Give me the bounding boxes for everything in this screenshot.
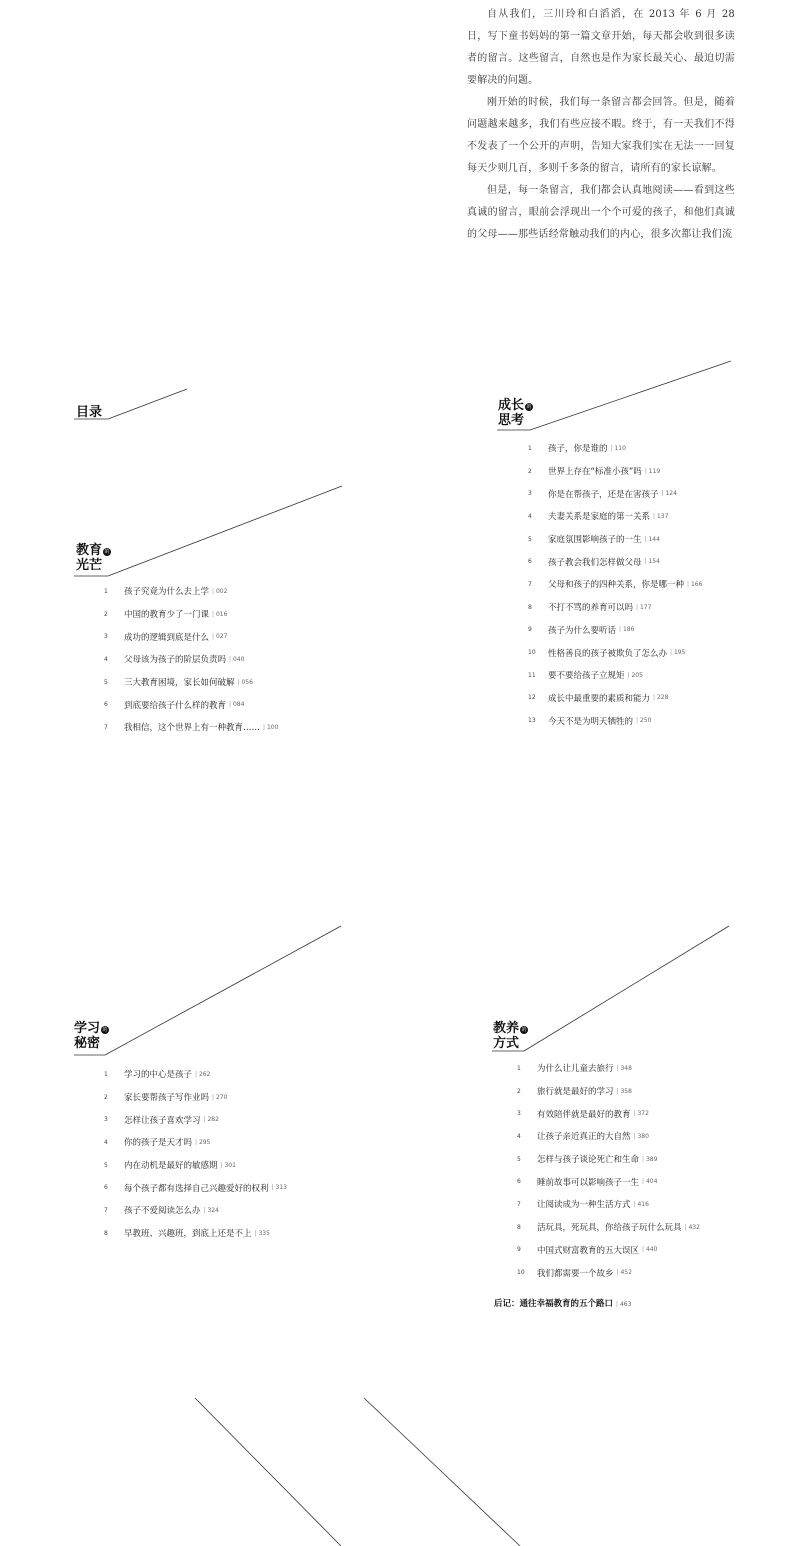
toc-item-page: | 416 <box>634 1201 649 1208</box>
toc-item-page: | 295 <box>195 1139 210 1146</box>
toc-item-number: 5 <box>104 1161 108 1169</box>
toc-item-number: 1 <box>517 1064 521 1072</box>
toc-item-title: 到底要给孩子什么样的教育 <box>124 700 227 711</box>
toc-item-number: 9 <box>517 1246 521 1254</box>
intro-paragraph-1: 自从我们，三川玲和白滔滔，在 2013 年 6 月 28 日，写下童书妈妈的第一篇文章开始，每天都会收到很多读者的留言。这些留言，自然也是作为家长最关心、最迫切需要解决的问题。 <box>467 9 735 86</box>
intro-paragraph-3: 但是，每一条留言，我们都会认真地阅读——看到这些真诚的留言，眼前会浮现出一个个可爱的孩子，和他们真诚的父母——那些话经常触动我们的内心，很多次都让我们流 <box>467 185 735 240</box>
toc-item-page: | 301 <box>221 1162 236 1169</box>
toc-list-education <box>104 580 278 739</box>
toc-item[interactable] <box>104 1108 287 1131</box>
toc-item-title: 让阅读成为一种生活方式 <box>537 1200 631 1211</box>
toc-item[interactable] <box>517 1239 700 1262</box>
toc-item-page: | 186 <box>619 626 634 633</box>
toc-item-page: | 440 <box>642 1246 657 1253</box>
toc-item[interactable] <box>528 460 702 483</box>
toc-item-page: | 056 <box>238 679 253 686</box>
toc-item-page: | 250 <box>636 717 651 724</box>
toc-item-page: | 404 <box>642 1178 657 1185</box>
diagonal-line-section-4 <box>524 926 729 1051</box>
toc-item[interactable] <box>104 716 278 739</box>
toc-item-title: 世界上存在“标准小孩”吗 <box>548 467 642 478</box>
toc-item[interactable] <box>528 505 702 528</box>
toc-item[interactable] <box>517 1261 700 1284</box>
intro-paragraph-2: 刚开始的时候，我们每一条留言都会回答。但是，随着问题越来越多，我们有些应接不暇。终于，有一天我们不得不发表了一个公开的声明，告知大家我们实在无法一一回复每天少则几百，多则千多条的留言，请所有的家长谅解。 <box>467 97 735 174</box>
toc-item-title: 睡前故事可以影响孩子一生 <box>537 1177 640 1188</box>
toc-item[interactable] <box>104 580 278 603</box>
toc-item[interactable] <box>104 648 278 671</box>
toc-item[interactable] <box>528 687 702 710</box>
toc-item-title: 孩子为什么要听话 <box>548 625 617 636</box>
toc-item[interactable] <box>528 664 702 687</box>
toc-item[interactable] <box>104 1131 287 1154</box>
toc-title: 目录 <box>76 405 103 420</box>
toc-item[interactable] <box>517 1216 700 1239</box>
toc-item-number: 5 <box>104 678 108 686</box>
toc-item[interactable] <box>104 1222 287 1245</box>
toc-item-title: 今天不是为明天牺牲的 <box>548 716 634 727</box>
toc-item-title: 学习的中心是孩子 <box>124 1070 193 1081</box>
toc-item-title: 孩子教会我们怎样做父母 <box>548 557 642 568</box>
toc-item-number: 3 <box>528 490 532 498</box>
toc-item-page: | 389 <box>642 1156 657 1163</box>
diagonal-line-section-2 <box>530 361 731 430</box>
toc-list-learning <box>104 1063 287 1245</box>
intro-text <box>467 4 735 246</box>
toc-item-page: | 027 <box>212 633 227 640</box>
toc-item-title: 要不要给孩子立规矩 <box>548 671 625 682</box>
toc-item[interactable] <box>104 1086 287 1109</box>
toc-item-page: | 195 <box>670 649 685 656</box>
toc-item-number: 4 <box>104 655 108 663</box>
toc-item-number: 2 <box>528 467 532 475</box>
toc-item[interactable] <box>528 550 702 573</box>
toc-item-page: | 040 <box>229 656 244 663</box>
toc-item-page: | 016 <box>212 611 227 618</box>
toc-item-title: 你的孩子是天才吗 <box>124 1138 193 1149</box>
toc-item[interactable] <box>528 709 702 732</box>
toc-item-title: 中国的教育少了一门课 <box>124 610 210 621</box>
diagonal-line-bottom-right <box>364 1398 520 1546</box>
toc-item-number: 4 <box>528 512 532 520</box>
toc-item-number: 2 <box>104 1093 108 1101</box>
section-heading-line2: 秘密 <box>74 1036 101 1051</box>
toc-item[interactable] <box>104 1176 287 1199</box>
section-heading-growth <box>498 398 533 428</box>
toc-item-title: 性格善良的孩子被欺负了怎么办 <box>548 648 668 659</box>
toc-item-page: | 372 <box>634 1110 649 1117</box>
afterword-entry[interactable] <box>494 1297 631 1309</box>
toc-item-number: 13 <box>528 717 536 725</box>
section-heading-line2: 光芒 <box>76 558 103 573</box>
toc-item-title: 早教班、兴趣班，到底上还是不上 <box>124 1229 252 1240</box>
toc-item-title: 不打不骂的养育可以吗 <box>548 603 634 614</box>
section-heading-line1: 学习 <box>74 1021 101 1036</box>
toc-item-title: 每个孩子都有选择自己兴趣爱好的权利 <box>124 1183 269 1194</box>
de-badge: 的 <box>521 1027 527 1033</box>
toc-item-page: | 348 <box>617 1065 632 1072</box>
diagonal-line-section-3 <box>105 926 341 1055</box>
toc-item-page: | 124 <box>662 490 677 497</box>
toc-item[interactable] <box>528 573 702 596</box>
toc-item-page: | 084 <box>229 701 244 708</box>
toc-item[interactable] <box>104 1199 287 1222</box>
toc-item-page: | 282 <box>204 1116 219 1123</box>
de-badge: 的 <box>104 549 110 555</box>
toc-item-page: | 358 <box>617 1088 632 1095</box>
toc-item-number: 2 <box>104 610 108 618</box>
section-heading-line1: 成长 <box>498 398 525 413</box>
toc-item-number: 7 <box>528 580 532 588</box>
toc-item-title: 夫妻关系是家庭的第一关系 <box>548 512 651 523</box>
section-heading-parenting <box>493 1021 528 1051</box>
toc-item-page: | 137 <box>653 513 668 520</box>
toc-item-number: 9 <box>528 626 532 634</box>
toc-item-title: 成长中最重要的素质和能力 <box>548 693 651 704</box>
section-heading-line2: 方式 <box>493 1036 520 1051</box>
toc-item-number: 8 <box>528 603 532 611</box>
toc-item-number: 8 <box>517 1223 521 1231</box>
toc-item-number: 10 <box>528 649 536 657</box>
toc-item-title: 有效陪伴就是最好的教育 <box>537 1109 631 1120</box>
toc-item-page: | 432 <box>685 1224 700 1231</box>
toc-item-title: 孩子不爱阅读怎么办 <box>124 1206 201 1217</box>
toc-item-page: | 270 <box>212 1094 227 1101</box>
toc-item[interactable] <box>517 1080 700 1103</box>
toc-item-page: | 262 <box>195 1071 210 1078</box>
toc-item-title: 我们都需要一个故乡 <box>537 1268 614 1279</box>
toc-item-page: | 002 <box>212 588 227 595</box>
toc-item-number: 3 <box>517 1110 521 1118</box>
toc-item[interactable] <box>528 641 702 664</box>
toc-item-page: | 335 <box>255 1230 270 1237</box>
toc-item-number: 3 <box>104 633 108 641</box>
toc-item[interactable] <box>104 671 278 694</box>
de-badge: 的 <box>102 1027 108 1033</box>
toc-item-title: 父母该为孩子的阶层负责吗 <box>124 655 227 666</box>
toc-item-page: | 100 <box>263 724 278 731</box>
section-heading-line1: 教育 <box>76 543 103 558</box>
toc-item-title: 怎样让孩子喜欢学习 <box>124 1115 201 1126</box>
toc-item-title: 成功的逻辑到底是什么 <box>124 632 210 643</box>
toc-item-page: | 119 <box>645 468 660 475</box>
diagonal-line-toc <box>108 389 187 419</box>
toc-item-number: 7 <box>517 1200 521 1208</box>
afterword-page: | 463 <box>616 1301 631 1308</box>
diagonal-line-section-1 <box>108 486 342 576</box>
toc-item-title: 旅行就是最好的学习 <box>537 1087 614 1098</box>
toc-item-number: 12 <box>528 694 536 702</box>
toc-item-number: 5 <box>528 535 532 543</box>
toc-item-number: 6 <box>528 558 532 566</box>
toc-item-number: 4 <box>517 1132 521 1140</box>
toc-item[interactable] <box>104 1154 287 1177</box>
toc-item-title: 孩子究竟为什么去上学 <box>124 587 210 598</box>
section-heading-education <box>76 543 111 573</box>
toc-item-title: 家长要帮孩子写作业吗 <box>124 1093 210 1104</box>
toc-item[interactable] <box>104 693 278 716</box>
toc-item-number: 5 <box>517 1155 521 1163</box>
toc-list-growth <box>528 437 702 732</box>
toc-item-page: | 380 <box>634 1133 649 1140</box>
toc-item-page: | 452 <box>617 1269 632 1276</box>
toc-item-title: 父母和孩子的四种关系，你是哪一种 <box>548 580 685 591</box>
toc-item-page: | 177 <box>636 604 651 611</box>
toc-item[interactable] <box>528 596 702 619</box>
toc-item-number: 1 <box>104 1070 108 1078</box>
toc-item-title: 为什么让儿童去旅行 <box>537 1064 614 1075</box>
section-heading-learning <box>74 1021 109 1051</box>
toc-item-page: | 313 <box>272 1184 287 1191</box>
toc-item[interactable] <box>517 1125 700 1148</box>
toc-item-page: | 166 <box>687 581 702 588</box>
toc-item[interactable] <box>528 437 702 460</box>
toc-item-title: 家庭氛围影响孩子的一生 <box>548 535 642 546</box>
toc-item-number: 1 <box>528 444 532 452</box>
toc-item-number: 11 <box>528 671 536 679</box>
toc-item-number: 8 <box>104 1229 108 1237</box>
toc-item-page: | 228 <box>653 694 668 701</box>
de-badge: 的 <box>526 404 532 410</box>
toc-item[interactable] <box>528 619 702 642</box>
toc-item-title: 中国式财富教育的五大误区 <box>537 1245 640 1256</box>
toc-item[interactable] <box>104 625 278 648</box>
afterword-title: 后记：通往幸福教育的五个路口 <box>494 1299 614 1309</box>
toc-item-page: | 154 <box>645 558 660 565</box>
toc-item-number: 6 <box>517 1178 521 1186</box>
toc-item-title: 怎样与孩子谈论死亡和生命 <box>537 1155 640 1166</box>
toc-item-title: 让孩子亲近真正的大自然 <box>537 1132 631 1143</box>
toc-item-number: 10 <box>517 1269 525 1277</box>
toc-item-number: 7 <box>104 723 108 731</box>
toc-item[interactable] <box>517 1170 700 1193</box>
toc-item-page: | 110 <box>611 445 626 452</box>
toc-item-page: | 205 <box>628 672 643 679</box>
toc-item-title: 活玩具，死玩具，你给孩子玩什么玩具 <box>537 1223 682 1234</box>
diagonal-line-bottom-left <box>195 1398 341 1546</box>
toc-item-page: | 324 <box>204 1207 219 1214</box>
toc-item-title: 你是在帮孩子，还是在害孩子 <box>548 489 659 500</box>
toc-item-number: 4 <box>104 1138 108 1146</box>
toc-item[interactable] <box>528 482 702 505</box>
toc-item[interactable] <box>517 1102 700 1125</box>
toc-item-title: 三大教育困境，家长如何破解 <box>124 678 235 689</box>
toc-item-number: 6 <box>104 1184 108 1192</box>
toc-item-title: 我相信，这个世界上有一种教育…… <box>124 723 261 734</box>
toc-item-number: 1 <box>104 587 108 595</box>
toc-item-number: 3 <box>104 1116 108 1124</box>
toc-item[interactable] <box>517 1148 700 1171</box>
toc-item[interactable] <box>517 1193 700 1216</box>
toc-item-number: 7 <box>104 1206 108 1214</box>
toc-item-page: | 144 <box>645 536 660 543</box>
toc-item-title: 内在动机是最好的敏感期 <box>124 1161 218 1172</box>
section-heading-line1: 教养 <box>493 1021 520 1036</box>
toc-item-number: 6 <box>104 701 108 709</box>
toc-item[interactable] <box>528 528 702 551</box>
toc-item[interactable] <box>517 1057 700 1080</box>
section-heading-line2: 思考 <box>498 413 525 428</box>
toc-item-title: 孩子，你是谁的 <box>548 444 608 455</box>
toc-item[interactable] <box>104 1063 287 1086</box>
toc-item[interactable] <box>104 603 278 626</box>
toc-item-number: 2 <box>517 1087 521 1095</box>
toc-list-parenting <box>517 1057 700 1284</box>
